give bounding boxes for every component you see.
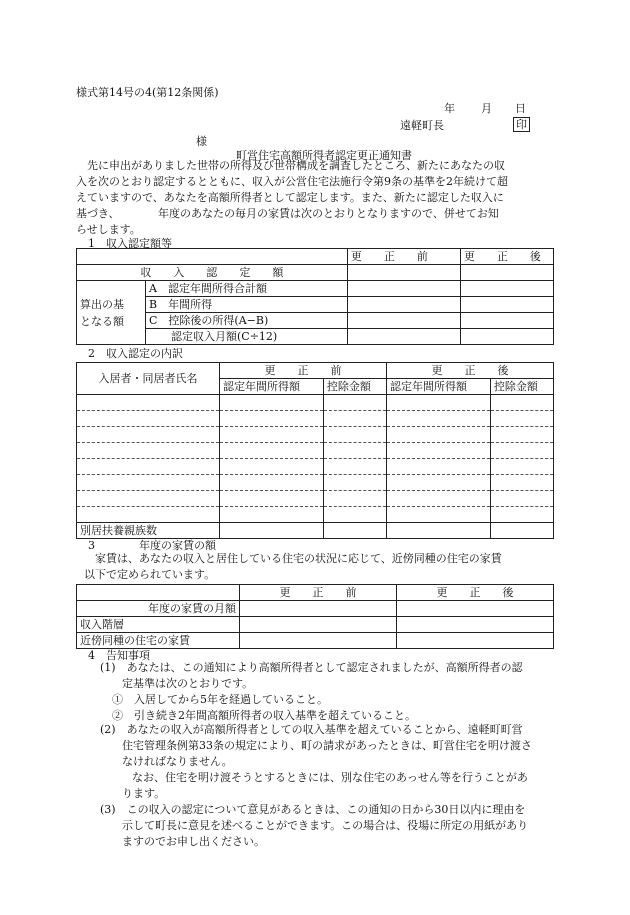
section2-heading: 2 収入認定の内訳: [88, 347, 183, 360]
addressee-suffix: 様: [196, 135, 207, 148]
notice-2: (2) あなたの収入が高額所得者としての収入基準を超えていることから、遠軽町町営 住宅管理条例第33条の規定により、町の請求があったときは、町営住宅を明け渡さ なければなりません。 なお、住宅を明け渡そうとするときには、別な住宅のあっせん等を行うことがあ ります。: [100, 723, 532, 800]
section1-heading: 1 収入認定額等: [88, 237, 172, 250]
issuer: 遠軽町長: [400, 119, 444, 132]
section3-heading: 3 年度の家賃の額: [88, 539, 216, 552]
date-year: 年: [444, 102, 455, 115]
notice-1: (1) あなたは、この通知により高額所得者として認定されましたが、高額所得者の認 定基準は次のとおりです。 ① 入居してから5年を経過していること。 ② 引き続き2年間高額所得者の収入基準を超えていること。: [100, 661, 523, 722]
group-label: 算出の基 となる額: [77, 281, 146, 345]
section4-heading: 4 告知事項: [88, 649, 150, 662]
row-header: 収 入 認 定 額: [77, 265, 348, 281]
date-day: 日: [515, 102, 526, 115]
section3-description: 家賃は、あなたの収入と居住している住宅の状況に応じて、近傍同種の住宅の家賃 以下で定められています。: [84, 552, 502, 581]
rent-table: 更 正 前 更 正 後 年度の家賃の月額 収入階層 近傍同種の住宅の家賃: [76, 584, 554, 649]
col-after: 更 正 後: [460, 249, 553, 265]
breakdown-table: 入居者・同居者氏名 更 正 前 更 正 後 認定年間所得額 控除金額 認定年間所得額 控除金額 別居扶養親族数: [76, 362, 554, 539]
date-month: 月: [481, 102, 492, 115]
seal: 印: [513, 117, 530, 132]
col-before: 更 正 前: [347, 249, 460, 265]
document-title: 町営住宅高額所得者認定更正通知書: [236, 149, 412, 162]
notice-3: (3) この収入の認定について意見があるときは、この通知の日から30日以内に理由を 示して町長に意見を述べることができます。この場合は、役場に所定の用紙があり ますのでお申し出ください。: [100, 803, 529, 848]
income-table: 更 正 前 更 正 後 収 入 認 定 額 算出の基 となる額 A 認定年間所得合計額 B 年間所得 C 控除後の所得(A−B) 認定収入月額(C÷12): [76, 248, 554, 345]
form-number: 様式第14号の4(第12条関係): [76, 86, 219, 99]
intro-paragraph: 先に申出がありました世帯の所得及び世帯構成を調査したところ、新たにあなたの収 入を次のとおり認定するとともに、収入が公営住宅法施行令第9条の基準を2年続けて超 えていますので、あなたを高額所得者として認定します。また、新たに認定した収入に 基づき、 年度のあなたの毎月の家賃は次のとおりとなりますので、併せてお知 らせします。: [76, 159, 508, 236]
